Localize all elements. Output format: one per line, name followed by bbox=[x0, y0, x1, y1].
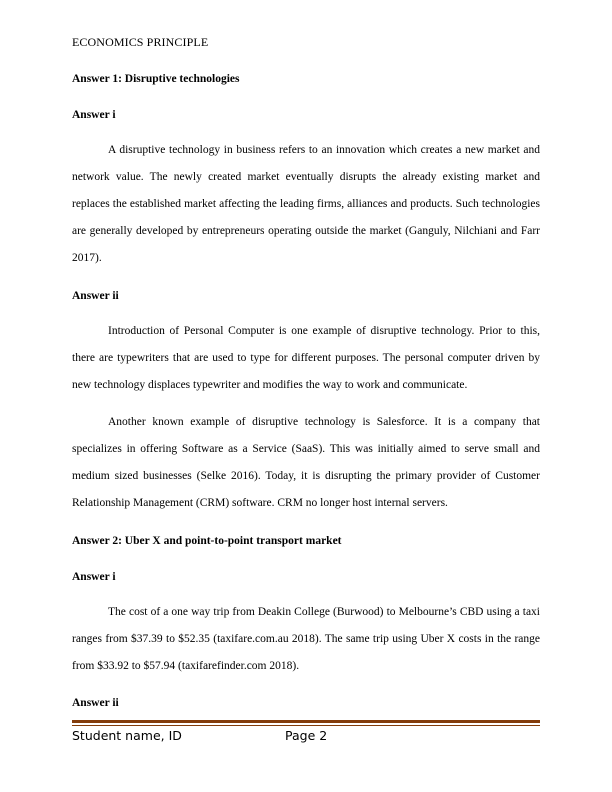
section2-heading: Answer 2: Uber X and point-to-point transport market bbox=[72, 535, 342, 547]
section2-answer-i-label: Answer i bbox=[72, 571, 116, 583]
section1-answer-ii-paragraph-2: Another known example of disruptive technology is Salesforce. It is a company that specializes in offering Software as a Service (SaaS). This was initially aimed to serve small and medium sized businesses (Selke 2016). Today, it is disrupting the primary provider of Customer Relationship Management (CRM) software. CRM no longer host internal servers. bbox=[72, 416, 540, 509]
section1-answer-i-paragraph: A disruptive technology in business refers to an innovation which creates a new market and network value. The newly created market eventually disrupts the already existing market and replaces the established market affecting the leading firms, alliances and products. Such technologies are generally developed by entrepreneurs operating outside the market (Ganguly, Nilchiani and Farr 2017). bbox=[72, 144, 540, 264]
section2-answer-i-paragraph: The cost of a one way trip from Deakin College (Burwood) to Melbourne’s CBD using a taxi ranges from $37.39 to $52.35 (taxifare.com.au 2018). The same trip using Uber X costs in the range from $33.92 to $57.94 (taxifarefinder.com 2018). bbox=[72, 606, 540, 672]
footer-rule-thick bbox=[72, 720, 540, 723]
section1-answer-ii-paragraph-1: Introduction of Personal Computer is one example of disruptive technology. Prior to this, there are typewriters that are used to type for different purposes. The personal computer driven by new technology displaces typewriter and modifies the way to work and communicate. bbox=[72, 325, 540, 391]
section2-answer-ii-label: Answer ii bbox=[72, 697, 119, 709]
footer-page-number: Page 2 bbox=[285, 728, 328, 743]
section1-answer-ii-label: Answer ii bbox=[72, 290, 119, 302]
footer-student-name: Student name, ID bbox=[72, 728, 182, 743]
section1-heading: Answer 1: Disruptive technologies bbox=[72, 73, 240, 85]
running-header: ECONOMICS PRINCIPLE bbox=[72, 35, 209, 49]
footer-rule-thin bbox=[72, 725, 540, 726]
section1-answer-i-label: Answer i bbox=[72, 109, 116, 121]
